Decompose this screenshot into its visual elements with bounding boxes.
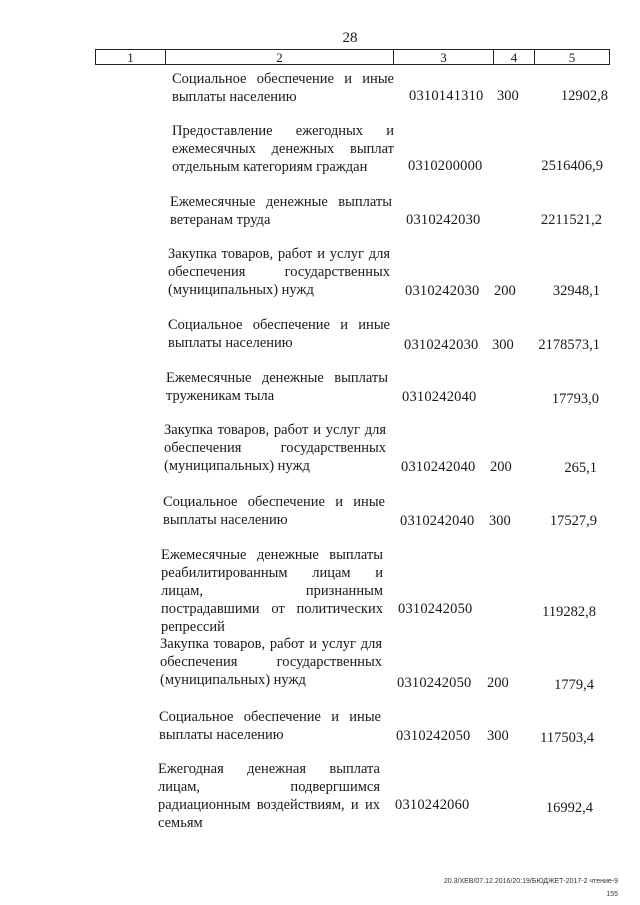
- row-type: 200: [494, 283, 516, 299]
- row-type: 200: [487, 675, 509, 691]
- row-type: 300: [492, 337, 514, 353]
- row-type: 300: [487, 728, 509, 744]
- header-col-2: 2: [166, 50, 394, 64]
- row-code: 0310242030: [404, 337, 479, 353]
- row-description: Ежегодная денежная выплата лицам, подвергшимся радиационным воздействиям, и их семьям: [158, 761, 380, 831]
- row-amount: 12902,8: [560, 88, 608, 104]
- row-description: Закупка товаров, работ и услуг для обеспечения государственных (муниципальных) нужд: [168, 246, 390, 298]
- row-description: Социальное обеспечение и иные выплаты населению: [172, 71, 394, 105]
- page-number: 28: [342, 30, 358, 46]
- row-amount: 16992,4: [545, 800, 593, 816]
- header-col-1: 1: [96, 50, 166, 64]
- row-amount: 2178573,1: [538, 337, 600, 353]
- row-description: Социальное обеспечение и иные выплаты населению: [168, 317, 390, 351]
- row-amount: 2516406,9: [541, 158, 603, 174]
- row-code: 0310200000: [408, 158, 483, 174]
- row-description: Ежемесячные денежные выплаты ветеранам труда: [170, 194, 392, 228]
- row-amount: 32948,1: [552, 283, 600, 299]
- footer-note: 20.3/ХЕВ/07.12.2016/20:19/БЮДЖЕТ-2017-2 чтение-9: [443, 878, 618, 885]
- row-code: 0310242060: [395, 797, 470, 813]
- row-description: Социальное обеспечение и иные выплаты населению: [159, 709, 381, 743]
- row-code: 0310242040: [400, 513, 475, 529]
- row-description: Ежемесячные денежные выплаты реабилитированным лицам и лицам, признанным пострадавшими от политических репрессий: [161, 547, 383, 635]
- row-description: Закупка товаров, работ и услуг для обеспечения государственных (муниципальных) нужд: [164, 422, 386, 474]
- header-col-5: 5: [568, 50, 576, 65]
- row-amount: 117503,4: [540, 730, 594, 746]
- header-col-3: 3: [394, 50, 494, 64]
- row-description: Социальное обеспечение и иные выплаты населению: [163, 494, 385, 528]
- row-code: 0310242050: [398, 601, 473, 617]
- table-header: [95, 49, 610, 65]
- row-amount: 17793,0: [551, 391, 599, 407]
- row-amount: 119282,8: [542, 604, 596, 620]
- header-col-4: 4: [494, 50, 535, 64]
- row-type: 200: [490, 459, 512, 475]
- row-amount: 17527,9: [549, 513, 597, 529]
- row-type: 300: [489, 513, 511, 529]
- row-code: 0310242030: [405, 283, 480, 299]
- row-amount: 2211521,2: [540, 212, 602, 228]
- row-code: 0310242050: [397, 675, 472, 691]
- row-code: 0310242040: [401, 459, 476, 475]
- row-description: Закупка товаров, работ и услуг для обеспечения государственных (муниципальных) нужд: [160, 636, 382, 688]
- row-type: 300: [497, 88, 519, 104]
- footer-sheet-number: 155: [606, 891, 618, 898]
- row-description: Предоставление ежегодных и ежемесячных денежных выплат отдельным категориям граждан: [172, 123, 394, 175]
- row-amount: 1779,4: [554, 677, 594, 693]
- row-code: 0310242030: [406, 212, 481, 228]
- row-code: 0310242050: [396, 728, 471, 744]
- row-code: 0310242040: [402, 389, 477, 405]
- row-amount: 265,1: [564, 460, 597, 476]
- row-code: 0310141310: [409, 88, 484, 104]
- row-description: Ежемесячные денежные выплаты труженикам тыла: [166, 370, 388, 404]
